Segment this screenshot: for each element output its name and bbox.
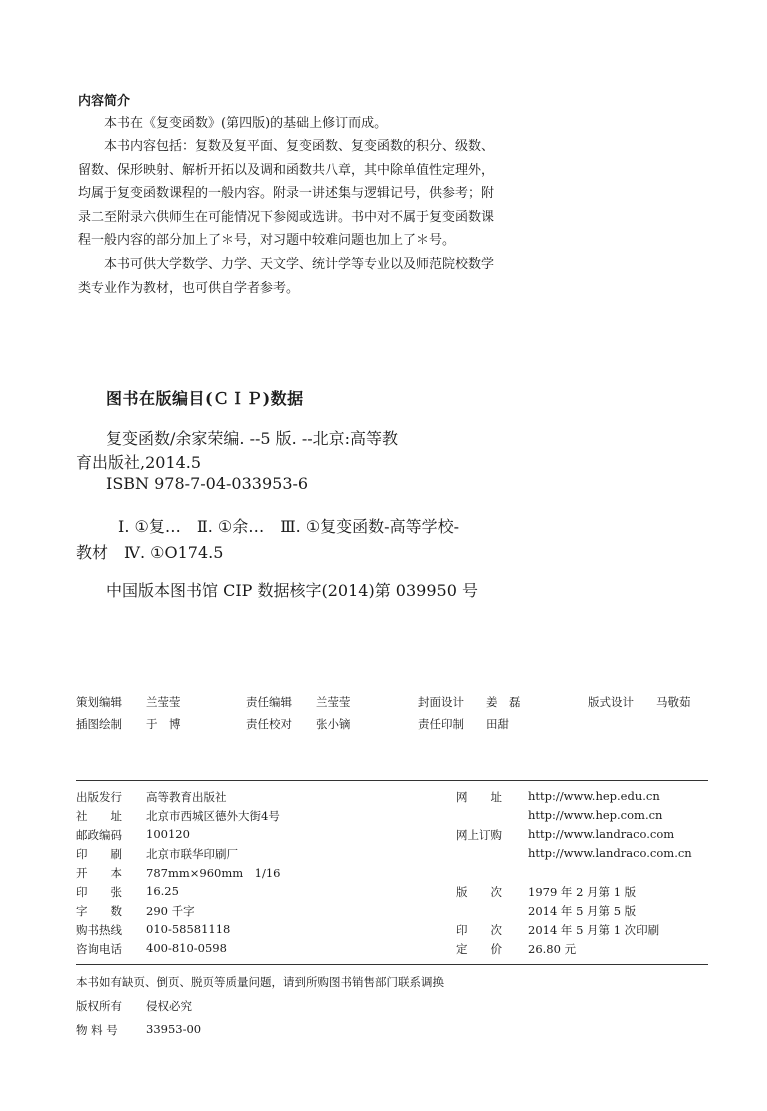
staff-value: 于 博 bbox=[146, 717, 181, 731]
pub-label: 版 次 bbox=[456, 885, 502, 899]
cip-line-2: 育出版社,2014.5 bbox=[76, 453, 202, 472]
intro-line: 类专业作为教材，也可供自学者参考。 bbox=[78, 280, 300, 296]
staff-label: 责任印制 bbox=[418, 717, 464, 731]
staff-value: 兰莹莹 bbox=[146, 695, 181, 709]
staff-label: 插图绘制 bbox=[76, 717, 122, 731]
pub-value: 16.25 bbox=[146, 884, 179, 898]
cip-record-number: 中国版本图书馆 CIP 数据核字(2014)第 039950 号 bbox=[106, 581, 478, 600]
pub-value: 26.80 元 bbox=[528, 942, 577, 956]
intro-line: 均属于复变函数课程的一般内容。附录一讲述集与逻辑记号，供参考；附 bbox=[78, 186, 495, 201]
staff-value: 张小镝 bbox=[316, 717, 351, 731]
staff-label: 封面设计 bbox=[418, 695, 464, 709]
pub-label: 印 张 bbox=[76, 885, 122, 899]
pub-label: 购书热线 bbox=[76, 923, 122, 937]
pub-label: 社 址 bbox=[76, 809, 122, 823]
pub-value: 1979 年 2 月第 1 版 bbox=[528, 885, 637, 899]
pub-label: 字 数 bbox=[76, 904, 122, 918]
pub-label: 印 刷 bbox=[76, 847, 122, 861]
intro-title: 内容简介 bbox=[78, 94, 131, 109]
staff-value: 田甜 bbox=[486, 717, 509, 731]
pub-label: 印 次 bbox=[456, 923, 502, 937]
rights-label: 版权所有 bbox=[76, 999, 122, 1013]
pub-label: 咨询电话 bbox=[76, 942, 122, 956]
intro-line: 本书可供大学数学、力学、天文学、统计学等专业以及师范院校数学 bbox=[104, 257, 495, 272]
staff-label: 责任编辑 bbox=[246, 695, 292, 709]
pub-value: 2014 年 5 月第 1 次印刷 bbox=[528, 923, 660, 937]
cip-isbn: ISBN 978-7-04-033953-6 bbox=[106, 474, 309, 493]
pub-value: 北京市西城区德外大街4号 bbox=[146, 809, 280, 823]
web-link[interactable]: http://www.hep.com.cn bbox=[528, 808, 663, 822]
order-link[interactable]: http://www.landraco.com bbox=[528, 827, 675, 841]
intro-paragraph-1 bbox=[78, 112, 548, 136]
pub-label: 定 价 bbox=[456, 942, 502, 956]
pub-value: 100120 bbox=[146, 827, 190, 841]
cip-classification-1: Ⅰ. ①复… Ⅱ. ①余… Ⅲ. ①复变函数-高等学校- bbox=[118, 517, 459, 536]
material-number: 33953-00 bbox=[146, 1022, 202, 1036]
staff-label: 责任校对 bbox=[246, 717, 292, 731]
divider-top bbox=[76, 780, 708, 781]
intro-paragraph-2 bbox=[78, 135, 548, 253]
pub-label: 网上订购 bbox=[456, 828, 502, 842]
intro-line: 录二至附录六供师生在可能情况下参阅或选讲。书中对不属于复变函数课 bbox=[78, 209, 495, 225]
intro-line: 本书内容包括：复数及复平面、复变函数、复变函数的积分、级数、 bbox=[104, 139, 495, 154]
pub-label: 网 址 bbox=[456, 790, 502, 804]
rights-value: 侵权必究 bbox=[146, 999, 192, 1013]
pub-label: 出版发行 bbox=[76, 790, 122, 804]
pub-label: 邮政编码 bbox=[76, 828, 122, 842]
order-link[interactable]: http://www.landraco.com.cn bbox=[528, 846, 692, 860]
staff-value: 兰莹莹 bbox=[316, 695, 351, 709]
cip-classification-2: 教材 Ⅳ. ①O174.5 bbox=[76, 543, 224, 562]
intro-line: 留数、保形映射、解析开拓以及调和函数共八章，其中除单值性定理外， bbox=[78, 162, 495, 178]
staff-label: 策划编辑 bbox=[76, 695, 122, 709]
intro-line: 本书在《复变函数》(第四版)的基础上修订而成。 bbox=[104, 116, 388, 131]
material-label: 物 料 号 bbox=[76, 1023, 118, 1037]
pub-label: 开 本 bbox=[76, 866, 122, 880]
pub-value: 787mm×960mm 1/16 bbox=[146, 866, 281, 880]
staff-value: 姜 磊 bbox=[486, 695, 521, 709]
pub-value: 290 千字 bbox=[146, 904, 195, 918]
pub-value: 北京市联华印刷厂 bbox=[146, 847, 238, 861]
pub-value: 010-58581118 bbox=[146, 922, 231, 936]
pub-value: 高等教育出版社 bbox=[146, 790, 227, 804]
intro-line: 程一般内容的部分加上了＊号，对习题中较难问题也加上了＊号。 bbox=[78, 233, 456, 248]
staff-value: 马敬茹 bbox=[656, 695, 691, 709]
divider-bottom bbox=[76, 964, 708, 965]
cip-line-1: 复变函数/余家荣编. --5 版. --北京:高等教 bbox=[106, 429, 399, 448]
pub-value: 2014 年 5 月第 5 版 bbox=[528, 904, 637, 918]
staff-label: 版式设计 bbox=[588, 695, 634, 709]
cip-title: 图书在版编目(ＣＩＰ)数据 bbox=[106, 389, 304, 408]
quality-notice: 本书如有缺页、倒页、脱页等质量问题，请到所购图书销售部门联系调换 bbox=[76, 975, 444, 989]
web-link[interactable]: http://www.hep.edu.cn bbox=[528, 789, 660, 803]
pub-value: 400-810-0598 bbox=[146, 941, 227, 955]
intro-paragraph-3 bbox=[78, 253, 548, 300]
